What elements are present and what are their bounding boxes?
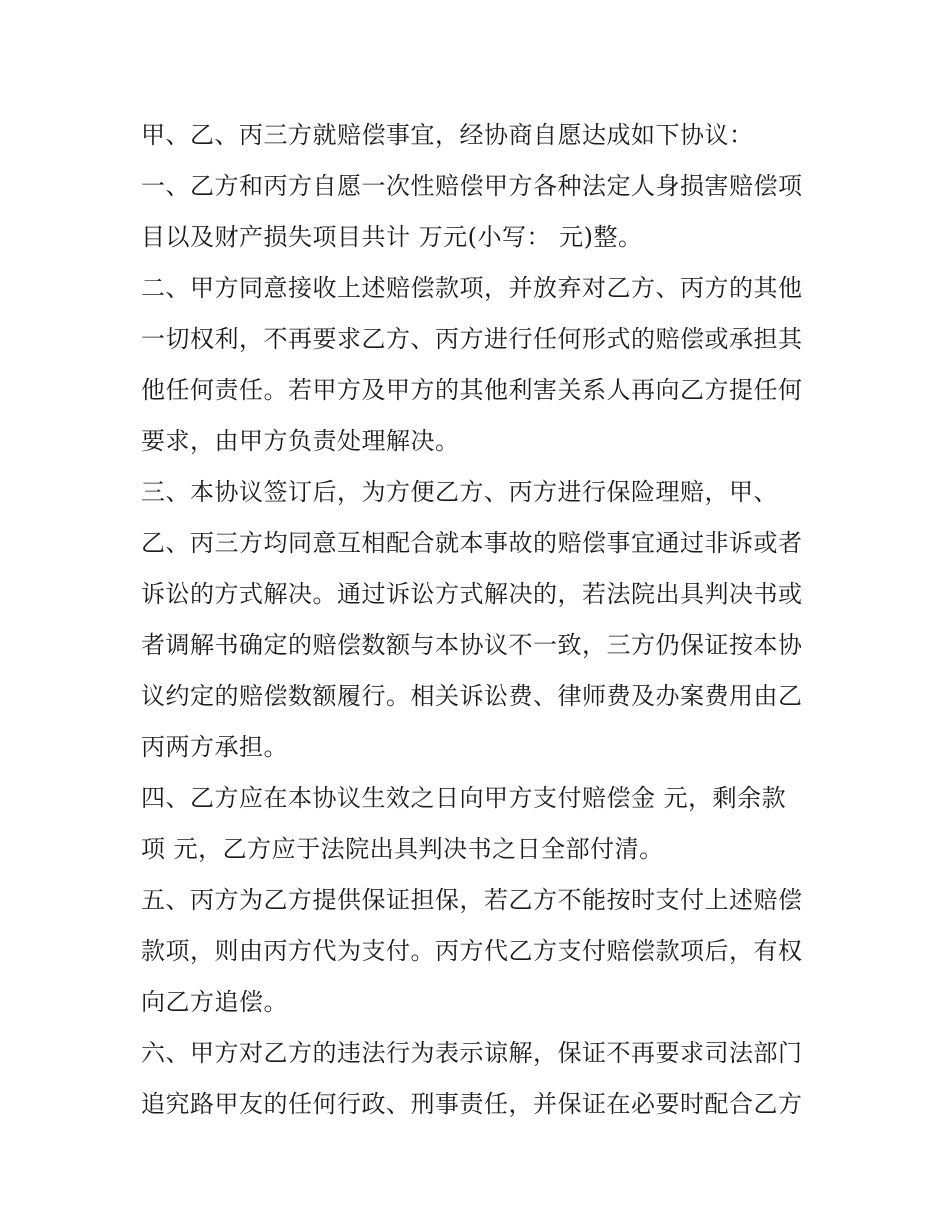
text-line: 五、丙方为乙方提供保证担保，若乙方不能按时支付上述赔偿 <box>141 886 803 914</box>
text-line: 四、乙方应在本协议生效之日向甲方支付赔偿金 元，剩余款 <box>141 784 787 812</box>
text-line: 一切权利，不再要求乙方、丙方进行任何形式的赔偿或承担其 <box>141 325 803 353</box>
text-line: 三、本协议签订后，为方便乙方、丙方进行保险理赔，甲、 <box>141 478 778 506</box>
text-line: 甲、乙、丙三方就赔偿事宜，经协商自愿达成如下协议： <box>141 121 754 149</box>
text-line: 诉讼的方式解决。通过诉讼方式解决的，若法院出具判决书或 <box>141 580 803 608</box>
text-line: 二、甲方同意接收上述赔偿款项，并放弃对乙方、丙方的其他 <box>141 274 803 302</box>
text-line: 丙两方承担。 <box>141 733 288 761</box>
text-line: 目以及财产损失项目共计 万元(小写： 元)整。 <box>141 223 643 251</box>
text-line: 乙、丙三方均同意互相配合就本事故的赔偿事宜通过非诉或者 <box>141 529 803 557</box>
text-line: 议约定的赔偿数额履行。相关诉讼费、律师费及办案费用由乙 <box>141 682 803 710</box>
text-line: 款项，则由丙方代为支付。丙方代乙方支付赔偿款项后，有权 <box>141 937 803 965</box>
agreement-text <box>141 110 821 1130</box>
text-line: 要求，由甲方负责处理解决。 <box>141 427 460 455</box>
text-line: 者调解书确定的赔偿数额与本协议不一致，三方仍保证按本协 <box>141 631 803 659</box>
text-line: 一、乙方和丙方自愿一次性赔偿甲方各种法定人身损害赔偿项 <box>141 172 803 200</box>
text-line: 他任何责任。若甲方及甲方的其他利害关系人再向乙方提任何 <box>141 376 803 404</box>
text-line: 向乙方追偿。 <box>141 988 288 1016</box>
text-line: 追究路甲友的任何行政、刑事责任，并保证在必要时配合乙方 <box>141 1090 803 1118</box>
text-line: 六、甲方对乙方的违法行为表示谅解，保证不再要求司法部门 <box>141 1039 803 1067</box>
text-line: 项 元，乙方应于法院出具判决书之日全部付清。 <box>141 835 664 863</box>
